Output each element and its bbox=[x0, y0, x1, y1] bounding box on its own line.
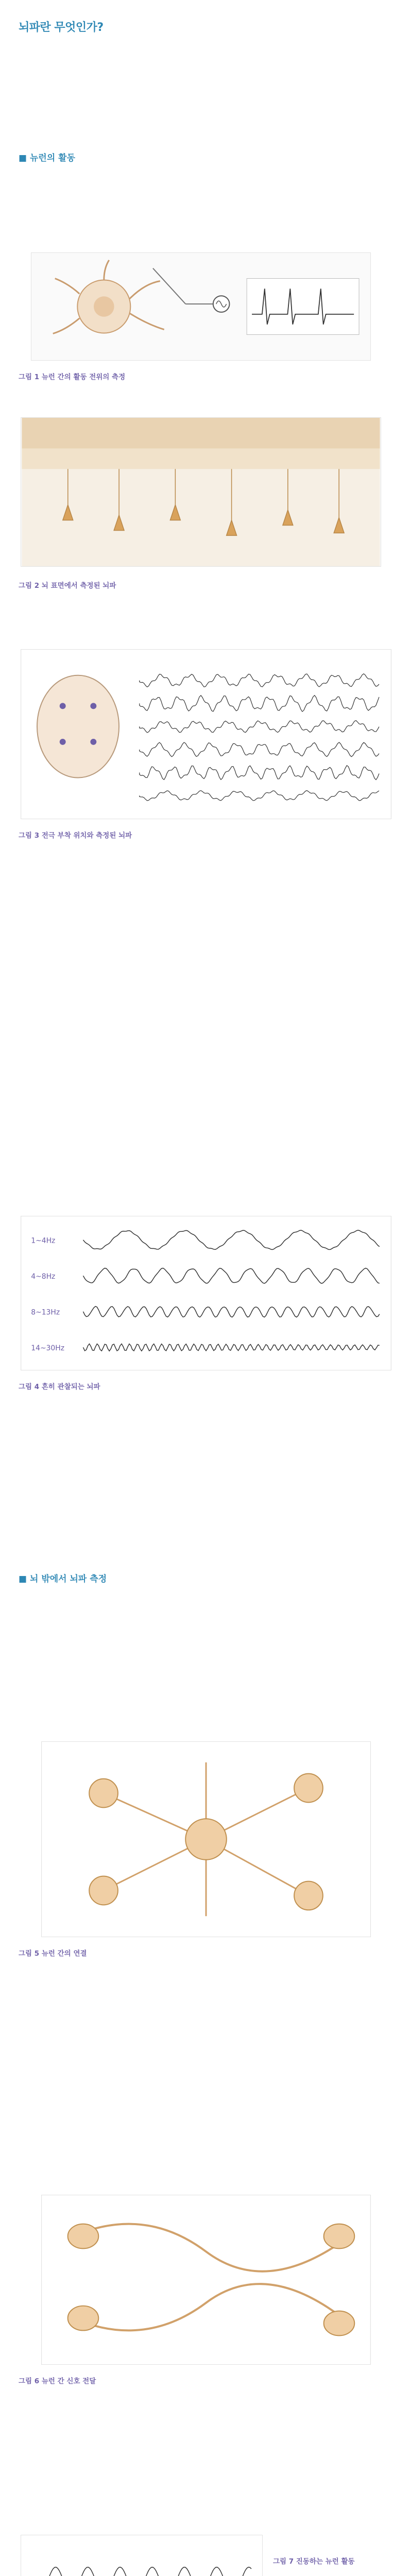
figure-6-signal-flow bbox=[41, 2195, 371, 2365]
article-title: 뇌파란 무엇인가? bbox=[19, 21, 104, 34]
figure-4-title: 그림 4 흔히 관찰되는 뇌파 bbox=[19, 1383, 100, 1391]
wave-label-2: 4~8Hz bbox=[31, 1273, 56, 1281]
neuron-node-center bbox=[185, 1819, 227, 1860]
wave-label-1: 1~4Hz bbox=[31, 1236, 56, 1245]
figure-3-title: 그림 3 전극 부착 위치와 측정된 뇌파 bbox=[19, 832, 132, 840]
figure-7-title: 그림 7 진동하는 뉴런 활동 bbox=[273, 2557, 355, 2566]
figure-7-oscillation bbox=[21, 2535, 263, 2576]
neuron-node-a bbox=[89, 1779, 118, 1808]
neuron-node-b bbox=[294, 1774, 323, 1803]
neuron-node-d bbox=[294, 1882, 323, 1910]
figure-5-title: 그림 5 뉴런 간의 연결 bbox=[19, 1950, 87, 1958]
figure-2-cortex-section bbox=[21, 417, 381, 567]
head-diagram bbox=[37, 675, 119, 778]
figure-4-wave-types bbox=[21, 1216, 391, 1370]
figure-1-neuron-recording bbox=[31, 252, 371, 361]
figure-2-title: 그림 2 뇌 표면에서 측정된 뇌파 bbox=[19, 582, 116, 590]
figure-5-neuron-network bbox=[41, 1741, 371, 1937]
wave-label-3: 8~13Hz bbox=[31, 1308, 60, 1317]
figure-6-title: 그림 6 뉴런 간 신호 전달 bbox=[19, 2377, 96, 2385]
neuron-node-c bbox=[89, 1876, 118, 1905]
wave-label-4: 14~30Hz bbox=[31, 1344, 65, 1353]
figure-1-title: 그림 1 뉴런 간의 활동 전위의 측정 bbox=[19, 373, 126, 381]
section-heading-neuron-activity: ■ 뉴런의 활동 bbox=[19, 153, 76, 163]
figure-3-eeg-traces bbox=[21, 649, 391, 819]
section-heading-measurement: ■ 뇌 밖에서 뇌파 측정 bbox=[19, 1574, 107, 1584]
recorded-spike-trace bbox=[247, 279, 359, 335]
